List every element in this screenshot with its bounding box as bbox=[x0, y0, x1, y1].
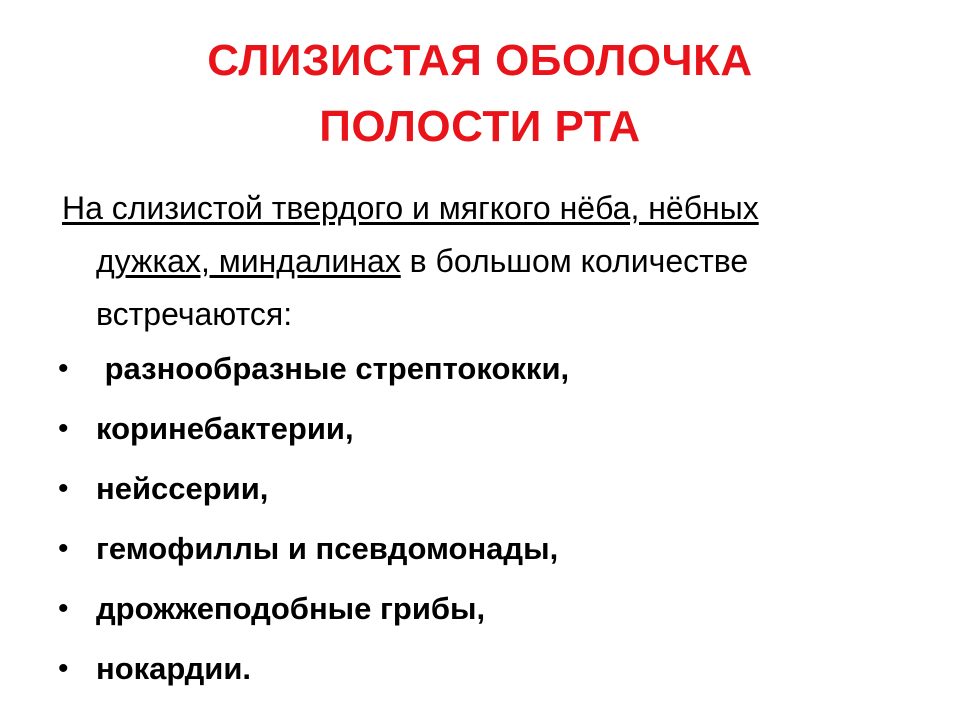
bullet-icon: • bbox=[58, 472, 69, 505]
list-item bbox=[56, 459, 916, 519]
bullet-icon: • bbox=[58, 352, 69, 385]
intro-line-2 bbox=[62, 235, 922, 288]
bullet-icon: • bbox=[58, 532, 69, 565]
title-line-2: ПОЛОСТИ РТА bbox=[319, 102, 641, 151]
list-item bbox=[56, 639, 916, 699]
bullet-icon: • bbox=[58, 412, 69, 445]
intro-line-1 bbox=[62, 182, 922, 235]
slide-title bbox=[60, 28, 900, 160]
intro-underlined-2: дужках, миндалинах bbox=[96, 243, 401, 279]
list-item bbox=[56, 579, 916, 639]
intro-line-2-rest: в большом количестве bbox=[400, 243, 749, 279]
bullet-icon: • bbox=[58, 652, 69, 685]
list-item-text: коринебактерии, bbox=[96, 411, 354, 446]
intro-line-3: встречаются: bbox=[96, 296, 293, 332]
list-item bbox=[56, 519, 916, 579]
bullet-list bbox=[56, 339, 916, 699]
list-item-text: разнообразные стрептококки, bbox=[96, 351, 570, 386]
list-item-text: нейссерии, bbox=[96, 471, 269, 506]
list-item bbox=[56, 399, 916, 459]
list-item bbox=[56, 339, 916, 399]
intro-paragraph bbox=[62, 182, 922, 341]
list-item-text: нокардии. bbox=[96, 651, 251, 686]
title-line-1: СЛИЗИСТАЯ ОБОЛОЧКА bbox=[207, 36, 753, 85]
list-item-text: дрожжеподобные грибы, bbox=[96, 591, 486, 626]
intro-underlined-1: На слизистой твердого и мягкого нёба, нёбных bbox=[62, 190, 759, 226]
list-item-text: гемофиллы и псевдомонады, bbox=[96, 531, 559, 566]
bullet-icon: • bbox=[58, 592, 69, 625]
